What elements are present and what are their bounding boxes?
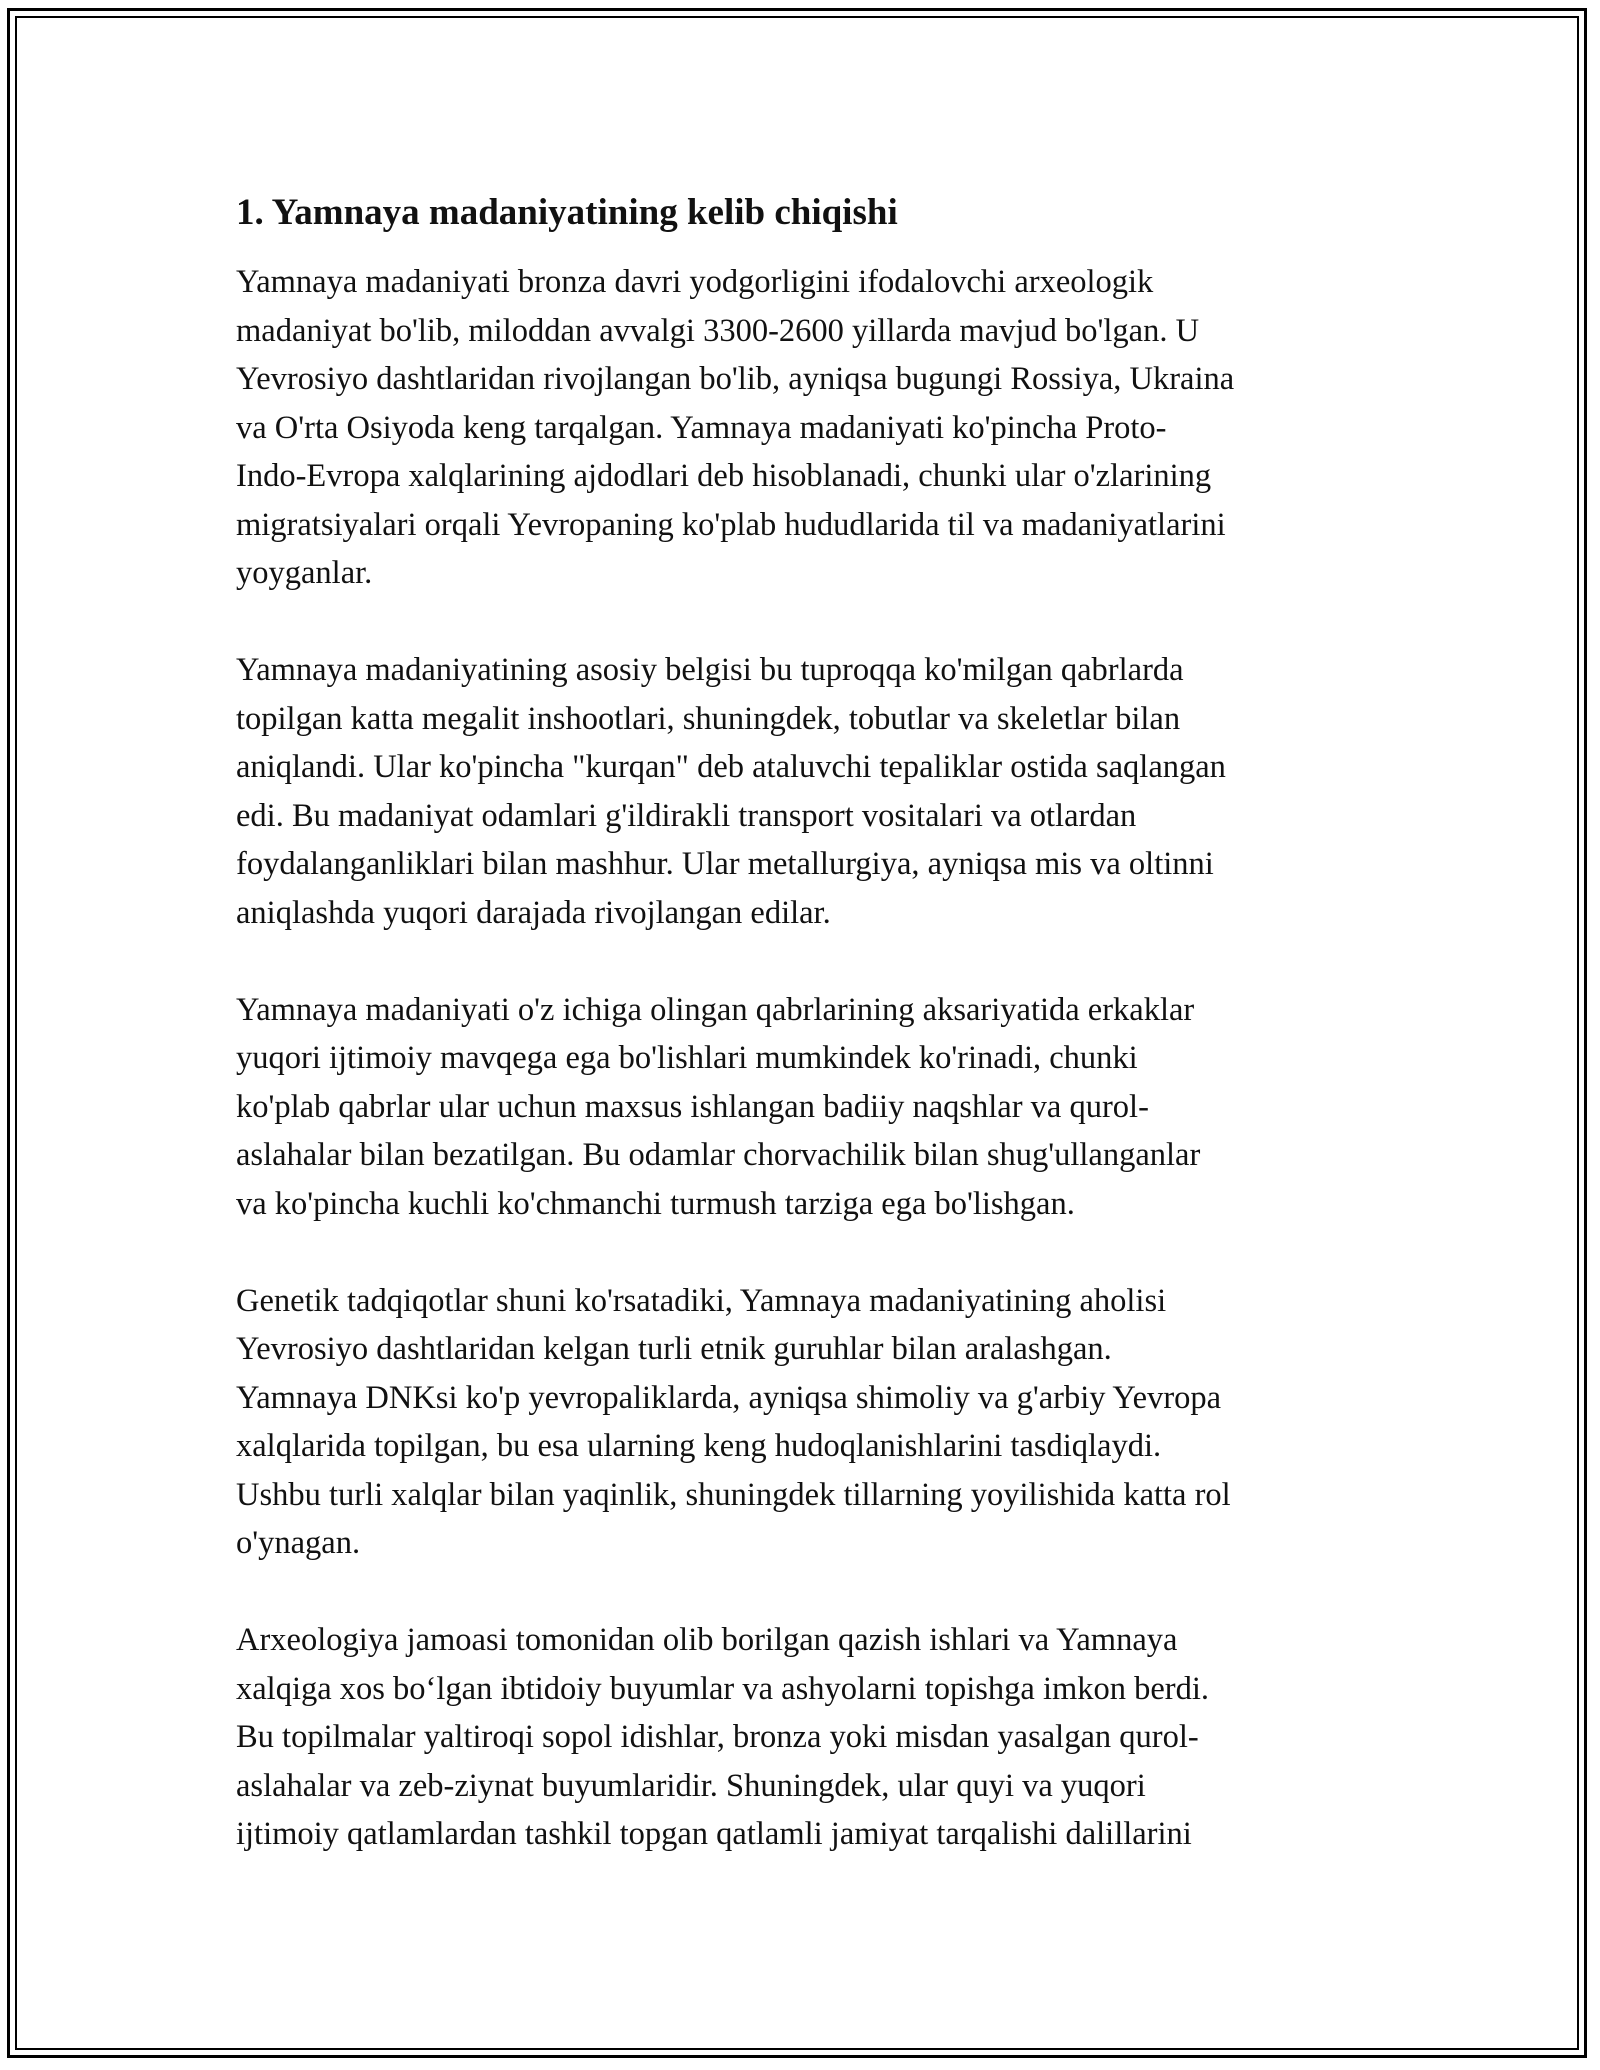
paragraph-3: Yamnaya madaniyati o'z ichiga olingan qabrlarining aksariyatida erkaklar yuqori ijtimoiy mavqega ega bo'lishlari mumkindek ko'rinadi, chunki ko'plab qabrlar ular uchun maxsus ishlangan badiiy naqshlar va qurol- aslahalar bilan bezatilgan. Bu odamlar chorvachilik bilan shug'ullanganlar va ko'pincha kuchli ko'chmanchi turmush tarziga ega bo'lishgan.: [236, 991, 1201, 1222]
document-body: [236, 190, 1376, 1907]
paragraph-4: Genetik tadqiqotlar shuni ko'rsatadiki, Yamnaya madaniyatining aholisi Yevrosiyo dashtlaridan kelgan turli etnik guruhlar bilan aralashgan. Yamnaya DNKsi ko'p yevropaliklarda, ayniqsa shimoliy va g'arbiy Yevropa xalqlarida topilgan, bu esa ularning keng hudoqlanishlarini tasdiqlaydi. Ushbu turli xalqlar bilan yaqinlik, shuningdek tillarning yoyilishida katta rol o'ynagan.: [236, 1282, 1231, 1561]
section-heading: 1. Yamnaya madaniyatining kelib chiqishi: [236, 192, 898, 233]
paragraph-2: Yamnaya madaniyatining asosiy belgisi bu tuproqqa ko'milgan qabrlarda topilgan katta megalit inshootlari, shuningdek, tobutlar va skeletlar bilan aniqlandi. Ular ko'pincha "kurqan" deb ataluvchi tepaliklar ostida saqlangan edi. Bu madaniyat odamlari g'ildirakli transport vositalari va otlardan foydalanganliklari bilan mashhur. Ular metallurgiya, ayniqsa mis va oltinni aniqlashda yuqori darajada rivojlangan edilar.: [236, 652, 1226, 931]
paragraph-5: Arxeologiya jamoasi tomonidan olib borilgan qazish ishlari va Yamnaya xalqiga xos bo‘lgan ibtidoiy buyumlar va ashyolarni topishga imkon berdi. Bu topilmalar yaltiroqi sopol idishlar, bronza yoki misdan yasalgan qurol- aslahalar va zeb-ziynat buyumlaridir. Shuningdek, ular quyi va yuqori ijtimoiy qatlamlardan tashkil topgan qatlamli jamiyat tarqalishi dalillarini: [236, 1622, 1210, 1852]
paragraph-1: Yamnaya madaniyati bronza davri yodgorligini ifodalovchi arxeologik madaniyat bo'lib, miloddan avvalgi 3300-2600 yillarda mavjud bo'lgan. U Yevrosiyo dashtlaridan rivojlangan bo'lib, ayniqsa bugungi Rossiya, Ukraina va O'rta Osiyoda keng tarqalgan. Yamnaya madaniyati ko'pincha Proto- Indo-Evropa xalqlarining ajdodlari deb hisoblanadi, chunki ular o'zlarining migratsiyalari orqali Yevropaning ko'plab hududlarida til va madaniyatlarini yoyganlar.: [236, 264, 1235, 591]
